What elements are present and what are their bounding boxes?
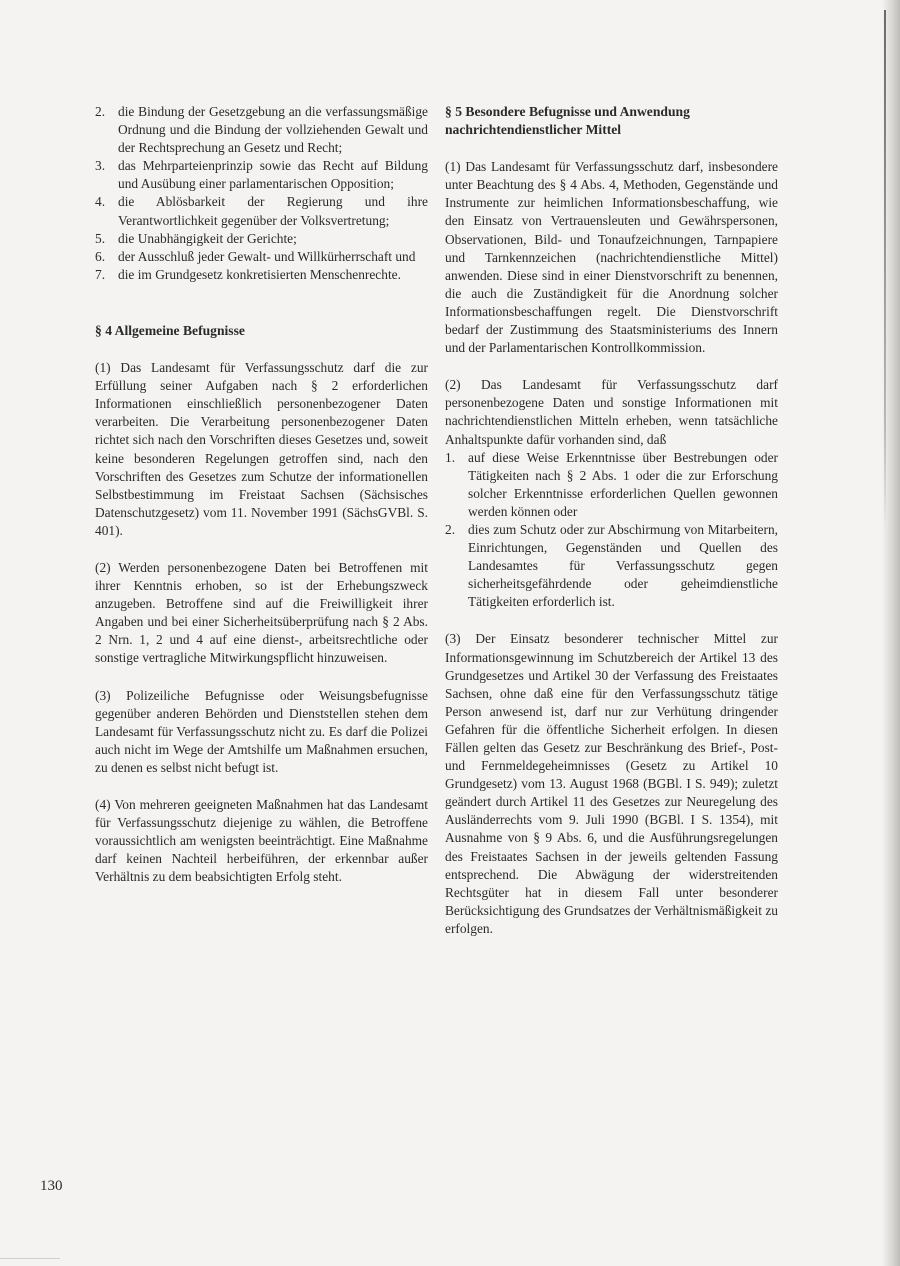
list-item: 1. auf diese Weise Erkenntnisse über Bestrebungen oder Tätigkeiten nach § 2 Abs. 1 oder die zur Erforschung solcher Erkenntnisse erforderlichen Quellen gewonnen werden können oder [445,449,778,519]
list-item: 3. das Mehrparteienprinzip sowie das Recht auf Bildung und Ausübung einer parlamentarischen Opposition; [95,158,428,192]
principles-list [95,103,428,284]
list-item: 5. die Unabhängigkeit der Gerichte; [95,230,297,246]
list-item: 6. der Ausschluß jeder Gewalt- und Willkürherrschaft und [95,248,416,264]
section-4-heading: § 4 Allgemeine Befugnisse [95,322,245,338]
section-4-paragraph-4: (4) Von mehreren geeigneten Maßnahmen hat das Landesamt für Verfassungsschutz diejenige zu wählen, die Betroffene voraussichtlich am wenigsten beeinträchtigt. Eine Maßnahme darf keinen Nachteil herbeiführen, der erkennbar außer Verhältnis zu dem beabsichtigten Erfolg steht. [95,797,428,885]
section-4-paragraph-2: (2) Werden personenbezogene Daten bei Betroffenen mit ihrer Kenntnis erhoben, so ist der Erhebungszweck anzugeben. Betroffene sind auf die Freiwilligkeit ihrer Angaben und bei einer Sicherheitsüberprüfung nach § 2 Abs. 2 Nrn. 1, 2 und 4 auf eine dienst-, arbeitsrechtliche oder sonstige vertragliche Mitwirkungspflicht hinzuweisen. [95,559,428,666]
section-5-paragraph-3: (3) Der Einsatz besonderer technischer Mittel zur Informationsgewinnung im Schutzbereich der Artikel 13 des Grundgesetzes und Artikel 30 der Verfassung des Freistaates Sachsen, ohne daß eine für den Verfassungsschutz tätige Person anwesend ist, darf nur zur Verhütung dringender Gefahren für die öffentliche Sicherheit erfolgen. In diesen Fällen gelten das Gesetz zur Beschränkung des Brief-, Post- und Fernmeldegeheimnisses (Gesetz zu Artikel 10 Grundgesetz) vom 13. August 1968 (BGBl. I S. 949); zuletzt geändert durch Artikel 11 des Gesetzes zur Neuregelung des Ausländerrechts vom 9. Juli 1990 (BGBl. I S. 1354), mit Ausnahme von § 9 Abs. 6, und die Ausführungsregelungen des Freistaates Sachsen in der jeweils geltenden Fassung entsprechend. Die Abwägung der widerstreitenden Rechtsgüter hat in diesem Fall unter besonderer Berücksichtigung des Grundsatzes der Verhältnismäßigkeit zu erfolgen. [445,631,778,936]
list-item: 7. die im Grundgesetz konkretisierten Menschenrechte. [95,266,401,282]
section-5-paragraph-1: (1) Das Landesamt für Verfassungsschutz darf, insbesondere unter Beachtung des § 4 Abs. 4, Methoden, Gegenstände und Instrumente zur heimlichen Informationsbeschaffung, wie den Einsatz von Vertrauensleuten und Gewährspersonen, Observationen, Bild- und Tonaufzeichnungen, Tarnpapiere und Tarnkennzeichen (nachrichtendienstliche Mittel) anwenden. Diese sind in einer Dienstvorschrift zu benennen, die auch die Zuständigkeit für die Anordnung solcher Informationsbeschaffungen regelt. Die Dienstvorschrift bedarf der Zustimmung des Staatsministeriums des Innern und der Parlamentarischen Kontrollkommission. [445,159,778,356]
right-column [445,103,778,957]
left-column [95,103,428,905]
binding-edge-line [884,10,886,530]
section-5-conditions-list [445,449,778,612]
section-4-paragraph-1: (1) Das Landesamt für Verfassungsschutz darf die zur Erfüllung seiner Aufgaben nach § 2 erforderlichen Informationen einschließlich personenbezogener Daten verarbeiten. Die Verarbeitung personenbezogener Daten richtet sich nach den Vorschriften dieses Gesetzes und, soweit keine besonderen Regelungen getroffen sind, nach den Vorschriften des Gesetzes zum Schutze der informationellen Selbstbestimmung im Freistaat Sachsen (Sächsisches Datenschutzgesetz) vom 11. November 1991 (SächsGVBl. S. 401). [95,360,428,538]
footer-divider [0,1258,60,1259]
page-number: 130 [40,1178,63,1194]
list-item: 4. die Ablösbarkeit der Regierung und ihre Verantwortlichkeit gegenüber der Volksvertretung; [95,194,428,228]
section-5-paragraph-2-intro: (2) Das Landesamt für Verfassungsschutz darf personenbezogene Daten und sonstige Informationen mit nachrichtendienstlichen Mitteln erheben, wenn tatsächliche Anhaltspunkte dafür vorhanden sind, daß [445,377,778,447]
section-4-paragraph-3: (3) Polizeiliche Befugnisse oder Weisungsbefugnisse gegenüber anderen Behörden und Dienststellen stehen dem Landesamt für Verfassungsschutz nicht zu. Es darf die Polizei auch nicht im Wege der Amtshilfe um Maßnahmen ersuchen, zu denen es selbst nicht befugt ist. [95,687,428,775]
section-5-heading: § 5 Besondere Befugnisse und Anwendung nachrichtendienstlicher Mittel [445,104,690,138]
list-item: 2. dies zum Schutz oder zur Abschirmung von Mitarbeitern, Einrichtungen, Gegenständen und Quellen des Landesamtes für Verfassungsschutz gegen sicherheitsgefährdende oder geheimdienstliche Tätigkeiten erforderlich ist. [445,521,778,610]
list-item: 2. die Bindung der Gesetzgebung an die verfassungsmäßige Ordnung und die Bindung der vollziehenden Gewalt und der Rechtsprechung an Gesetz und Recht; [95,104,428,156]
